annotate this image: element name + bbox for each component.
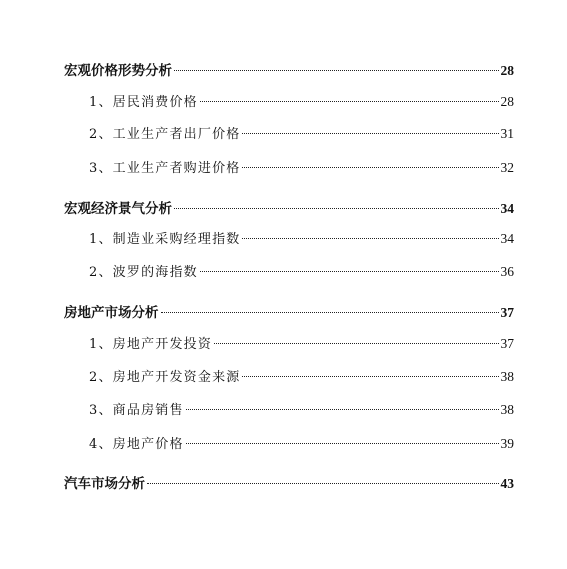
toc-page-number: 28 [500, 63, 514, 78]
toc-item-re-price[interactable] [89, 434, 514, 454]
toc-page-number: 38 [500, 402, 514, 417]
toc-item-purchase-price[interactable] [89, 158, 514, 178]
toc-entry-title: 2、工业生产者出厂价格 [89, 127, 241, 142]
toc-item-pmi[interactable] [89, 229, 514, 249]
toc-page-number: 39 [500, 436, 514, 451]
toc-page-number: 37 [500, 305, 514, 320]
toc-page-number: 43 [500, 476, 514, 491]
toc-item-baltic-index[interactable] [89, 262, 514, 282]
toc-item-cpi[interactable] [89, 92, 514, 112]
dot-leader [186, 443, 499, 444]
toc-entry-title: 宏观价格形势分析 [64, 63, 172, 79]
dot-leader [214, 343, 498, 344]
dot-leader [242, 376, 498, 377]
dot-leader [242, 238, 498, 239]
toc-section-auto-market[interactable] [64, 474, 514, 494]
toc-entry-title: 2、房地产开发资金来源 [89, 370, 241, 385]
toc-page-number: 34 [500, 231, 514, 246]
toc-entry-title: 3、商品房销售 [89, 403, 184, 418]
toc-entry-title: 宏观经济景气分析 [64, 201, 172, 217]
toc-entry-title: 房地产市场分析 [64, 305, 159, 321]
toc-entry-title: 4、房地产价格 [89, 437, 184, 452]
toc-section-macro-climate[interactable] [64, 199, 514, 219]
toc-entry-title: 3、工业生产者购进价格 [89, 161, 241, 176]
toc-section-macro-price[interactable] [64, 61, 514, 81]
toc-section-real-estate[interactable] [64, 303, 514, 323]
dot-leader [174, 208, 499, 209]
dot-leader [200, 271, 499, 272]
toc-entry-title: 1、房地产开发投资 [89, 337, 213, 352]
toc-item-ppi[interactable] [89, 124, 514, 144]
toc-page-number: 36 [500, 264, 514, 279]
dot-leader [242, 167, 498, 168]
dot-leader [242, 133, 498, 134]
toc-item-housing-sales[interactable] [89, 400, 514, 420]
toc-entry-title: 汽车市场分析 [64, 476, 145, 492]
toc-page-number: 32 [500, 160, 514, 175]
toc-page-number: 31 [500, 126, 514, 141]
dot-leader [200, 101, 499, 102]
dot-leader [147, 483, 499, 484]
dot-leader [174, 70, 499, 71]
toc-item-re-funding[interactable] [89, 367, 514, 387]
toc-page-number: 38 [500, 369, 514, 384]
toc-page-number: 37 [500, 336, 514, 351]
toc-item-re-investment[interactable] [89, 334, 514, 354]
dot-leader [186, 409, 499, 410]
toc-entry-title: 2、波罗的海指数 [89, 265, 198, 280]
toc-entry-title: 1、制造业采购经理指数 [89, 232, 241, 247]
dot-leader [161, 312, 499, 313]
toc-page-number: 34 [500, 201, 514, 216]
toc-page-number: 28 [500, 94, 514, 109]
toc-entry-title: 1、居民消费价格 [89, 95, 198, 110]
